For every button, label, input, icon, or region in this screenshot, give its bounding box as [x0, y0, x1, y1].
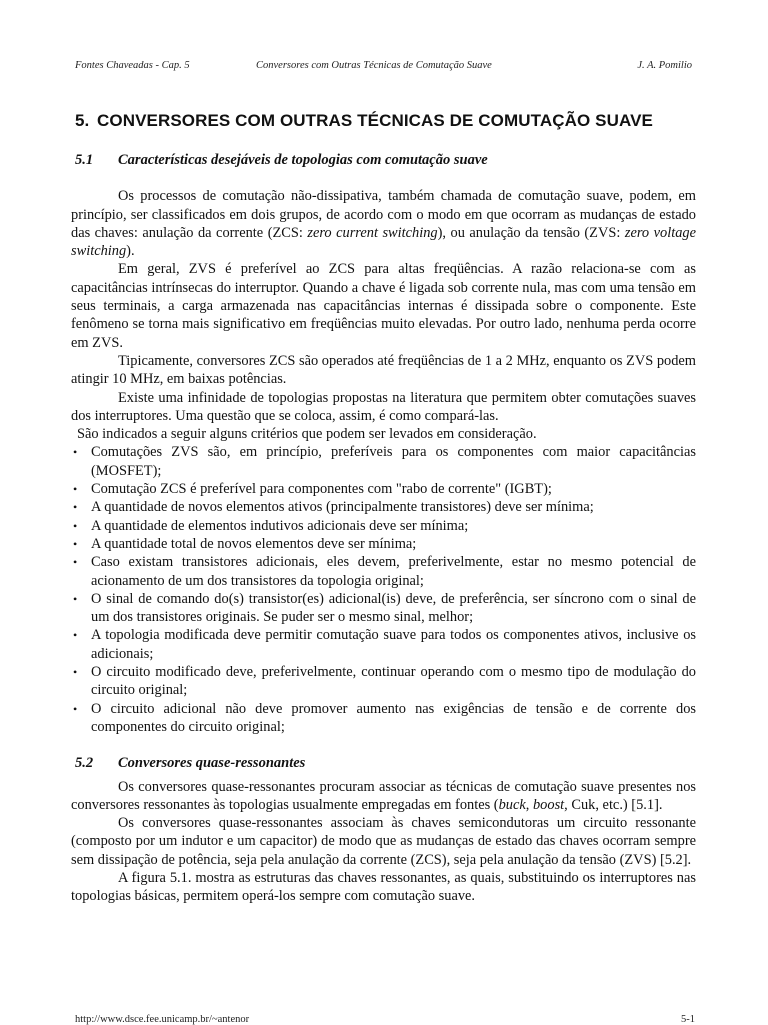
paragraph: Existe uma infinidade de topologias propostas na literatura que permitem obter comutações suaves dos interruptores. Uma questão que se coloca, assim, é como compará-las. — [71, 389, 696, 424]
list-item-text: A quantidade de elementos indutivos adicionais deve ser mínima; — [91, 517, 469, 534]
paragraph — [71, 778, 696, 815]
list-item — [71, 517, 696, 535]
section-title: Características desejáveis de topologias com comutação suave — [118, 152, 488, 168]
bullet-icon: • — [73, 536, 78, 551]
section-title: Conversores quase-ressonantes — [118, 755, 306, 772]
footer-url: http://www.dsce.fee.unicamp.br/~antenor — [75, 1014, 250, 1025]
list-item — [71, 443, 696, 480]
list-item — [71, 498, 696, 516]
list-item — [71, 535, 696, 553]
list-item — [71, 700, 696, 737]
criteria-list — [71, 443, 696, 736]
page-footer — [75, 1014, 695, 1025]
list-item-text: O circuito adicional não deve promover aumento nas exigências de tensão e de corrente dos componentes do circuito original; — [91, 700, 696, 735]
list-item-text: O circuito modificado deve, preferivelmente, continuar operando com o mesmo tipo de modulação do circuito original; — [91, 664, 696, 699]
section-number: 5.1 — [75, 152, 94, 168]
text-run: , Cuk, etc.) [5.1]. — [564, 796, 663, 813]
section-heading — [75, 151, 696, 169]
list-item-text: Caso existam transistores adicionais, eles devem, preferivelmente, estar no mesmo potencial de acionamento de um dos transistores da topologia original; — [91, 554, 696, 589]
page-content — [71, 151, 696, 906]
list-item-text: A topologia modificada deve permitir comutação suave para todos os componentes ativos, inclusive os adicionais; — [91, 627, 696, 662]
bullet-icon: • — [73, 628, 78, 643]
list-item — [71, 590, 696, 627]
bullet-icon: • — [73, 500, 78, 515]
bullet-icon: • — [73, 665, 78, 680]
list-item-text: A quantidade de novos elementos ativos (principalmente transistores) deve ser mínima; — [91, 499, 594, 516]
bullet-icon: • — [73, 518, 78, 533]
bullet-icon: • — [73, 482, 78, 497]
text-run: , — [525, 796, 533, 813]
text-run: Os conversores quase-ressonantes procuram associar as técnicas de comutação suave presentes nos conversores ressonantes às topologias usualmente empregadas em fontes ( — [71, 778, 696, 813]
header-center: Conversores com Outras Técnicas de Comutação Suave — [256, 60, 492, 71]
paragraph — [71, 187, 696, 260]
italic-term: zero current switching — [307, 224, 438, 241]
list-item-text: O sinal de comando do(s) transistor(es) adicional(is) deve, de preferência, ser síncrono com o sinal de um dos transistores originais. Se puder ser o mesmo sinal, melhor; — [91, 590, 696, 626]
list-item-text: A quantidade total de novos elementos deve ser mínima; — [91, 535, 417, 552]
text-run: ), ou anulação da tensão (ZVS: — [437, 224, 625, 241]
header-right: J. A. Pomilio — [637, 60, 692, 71]
bullet-icon: • — [73, 701, 78, 716]
paragraph: Os conversores quase-ressonantes associam às chaves semicondutoras um circuito ressonante (composto por um indutor e um capacitor) de modo que as mudanças de estado das chaves ocorram sempre sem dissipação de potência, seja pela anulação da corrente (ZCS), seja pela anulação da tensão (ZVS) [5.2]. — [71, 815, 696, 868]
section-number: 5.2 — [75, 755, 94, 772]
list-item-text: Comutação ZCS é preferível para componentes com "rabo de corrente" (IGBT); — [91, 481, 552, 498]
section-heading — [75, 754, 696, 772]
list-item — [71, 553, 696, 590]
list-item — [71, 626, 696, 663]
bullet-icon: • — [73, 591, 78, 606]
text-run: Os processos de comutação não-dissipativa, também chamada de comutação suave, podem, em princípio, ser classificados em dois grupos, de acordo com o modo em que ocorram as mudanças de estado das chaves: anulação da corrente (ZCS: — [71, 188, 696, 241]
chapter-title — [75, 111, 715, 131]
bullet-icon: • — [73, 555, 78, 570]
text-run: ). — [126, 243, 135, 260]
page-number: 5-1 — [681, 1014, 695, 1025]
list-item-text: Comutações ZVS são, em princípio, preferíveis para os componentes com maior capacitâncias (MOSFET); — [91, 444, 696, 479]
bullet-icon: • — [73, 445, 78, 460]
italic-term: zero voltage switching — [71, 224, 696, 260]
paragraph: São indicados a seguir alguns critérios que podem ser levados em consideração. — [77, 426, 537, 443]
paragraph: Em geral, ZVS é preferível ao ZCS para altas freqüências. A razão relaciona-se com as capacitâncias intrínsecas do interruptor. Quando a chave é ligada sob corrente nula, mas com uma tensão em seus terminais, a carga armazenada nas capacitâncias internas é dissipada sobre o componente. Este fenômeno se torna mais significativo em freqüências muito elevadas. Por outro lado, nenhuma perda ocorre em ZVS. — [71, 261, 696, 351]
paragraph: A figura 5.1. mostra as estruturas das chaves ressonantes, as quais, substituindo os interruptores nas topologias básicas, permitem operá-los sempre com comutação suave. — [71, 869, 696, 905]
list-item — [71, 480, 696, 498]
chapter-number: 5. — [75, 111, 90, 130]
chapter-title-text: CONVERSORES COM OUTRAS TÉCNICAS DE COMUTAÇÃO SUAVE — [97, 111, 653, 130]
list-item — [71, 663, 696, 700]
italic-term: buck — [498, 796, 526, 813]
header-left: Fontes Chaveadas - Cap. 5 — [75, 60, 190, 71]
paragraph: Tipicamente, conversores ZCS são operados até freqüências de 1 a 2 MHz, enquanto os ZVS podem atingir 10 MHz, em baixas potências. — [71, 352, 696, 388]
italic-term: boost — [532, 796, 565, 813]
